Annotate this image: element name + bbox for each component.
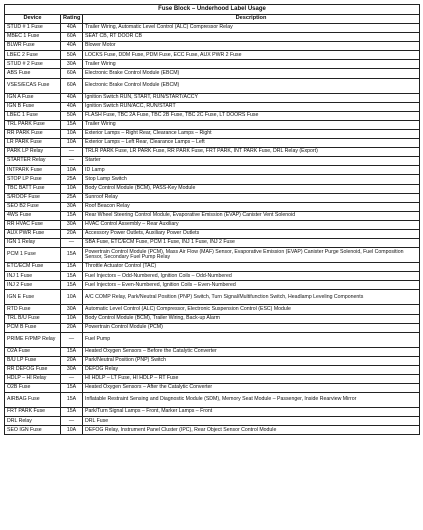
cell-description: A/C COMP Relay, Park/Neutral Position (PNP) Switch, Turn Signal/Multifunction Switch, Headlamp Leveling Components: [83, 290, 420, 305]
table-row: [5, 272, 420, 281]
cell-rating: 10A: [61, 129, 83, 138]
cell-device: STOP LP Fuse: [5, 175, 61, 184]
cell-device: SEO B2 Fuse: [5, 202, 61, 211]
table-row: [5, 157, 420, 166]
cell-device: FRT PARK Fuse: [5, 408, 61, 417]
table-row: [5, 129, 420, 138]
cell-rating: 20A: [61, 229, 83, 238]
cell-device: B/U LP Fuse: [5, 356, 61, 365]
table-row: [5, 263, 420, 272]
table-row: [5, 184, 420, 193]
table-row: [5, 426, 420, 435]
table-row: [5, 323, 420, 332]
cell-device: RR HVAC Fuse: [5, 220, 61, 229]
table-row: [5, 314, 420, 323]
cell-rating: 40A: [61, 93, 83, 102]
cell-description: Sunroof Relay: [83, 193, 420, 202]
table-row: [5, 148, 420, 157]
cell-device: RR PARK Fuse: [5, 129, 61, 138]
cell-device: VSES/ECAS Fuse: [5, 78, 61, 93]
cell-device: RR DEFOG Fuse: [5, 365, 61, 374]
cell-rating: 15A: [61, 211, 83, 220]
cell-rating: 30A: [61, 365, 83, 374]
cell-rating: 10A: [61, 314, 83, 323]
cell-rating: 40A: [61, 42, 83, 51]
table-row: [5, 24, 420, 33]
cell-rating: 60A: [61, 78, 83, 93]
cell-device: INJ 1 Fuse: [5, 272, 61, 281]
cell-rating: 30A: [61, 305, 83, 314]
cell-description: Trailer Wiring, Automatic Level Control (ALC) Compressor Relay: [83, 24, 420, 33]
table-row: [5, 347, 420, 356]
cell-description: Trailer Wiring: [83, 120, 420, 129]
cell-device: LR PARK Fuse: [5, 139, 61, 148]
cell-description: Fuel Injectors – Even-Numbered, Ignition Coils – Even-Numbered: [83, 281, 420, 290]
table-row: [5, 417, 420, 426]
cell-rating: 10A: [61, 426, 83, 435]
cell-device: TRL B/U Fuse: [5, 314, 61, 323]
table-row: [5, 175, 420, 184]
cell-description: Accessory Power Outlets, Auxiliary Power Outlets: [83, 229, 420, 238]
cell-device: RTD Fuse: [5, 305, 61, 314]
cell-description: Trailer Wiring: [83, 60, 420, 69]
cell-rating: 30A: [61, 220, 83, 229]
table-row: [5, 220, 420, 229]
cell-device: BLWR Fuse: [5, 42, 61, 51]
cell-device: O2B Fuse: [5, 384, 61, 393]
cell-rating: 10A: [61, 166, 83, 175]
cell-description: Roof Beacon Relay: [83, 202, 420, 211]
cell-device: PARK LP Relay: [5, 148, 61, 157]
table-row: [5, 393, 420, 408]
cell-rating: —: [61, 375, 83, 384]
cell-rating: 15A: [61, 408, 83, 417]
table-row: [5, 202, 420, 211]
cell-description: ID Lamp: [83, 166, 420, 175]
cell-device: PRIME F/PMP Relay: [5, 332, 61, 347]
cell-rating: 15A: [61, 281, 83, 290]
cell-description: Powertrain Control Module (PCM): [83, 323, 420, 332]
cell-rating: 30A: [61, 60, 83, 69]
cell-rating: 50A: [61, 51, 83, 60]
table-row: [5, 111, 420, 120]
table-row: [5, 42, 420, 51]
cell-device: HDLP – HI Relay: [5, 375, 61, 384]
cell-device: STUD # 2 Fuse: [5, 60, 61, 69]
cell-device: PCM 1 Fuse: [5, 248, 61, 263]
table-row: [5, 239, 420, 248]
fuse-usage-table: [4, 4, 420, 435]
cell-device: LBEC 1 Fuse: [5, 111, 61, 120]
cell-description: Throttle Actuator Control (TAC): [83, 263, 420, 272]
cell-device: TRL PARK Fuse: [5, 120, 61, 129]
table-row: [5, 166, 420, 175]
table-row: [5, 305, 420, 314]
table-row: [5, 281, 420, 290]
cell-rating: 50A: [61, 111, 83, 120]
cell-rating: 60A: [61, 33, 83, 42]
cell-rating: —: [61, 239, 83, 248]
cell-description: HI HDLP – LT Fuse, HI HDLP – RT Fuse: [83, 375, 420, 384]
cell-description: Park/Neutral Position (PNP) Switch: [83, 356, 420, 365]
cell-rating: —: [61, 157, 83, 166]
cell-rating: 15A: [61, 347, 83, 356]
cell-device: DRL Relay: [5, 417, 61, 426]
table-row: [5, 139, 420, 148]
table-row: [5, 93, 420, 102]
table-row: [5, 60, 420, 69]
cell-description: Inflatable Restraint Sensing and Diagnostic Module (SDM), Memory Seat Module – Passenger, Inside Rearview Mirror: [83, 393, 420, 408]
cell-rating: 15A: [61, 384, 83, 393]
cell-description: Heated Oxygen Sensors – After the Catalytic Converter: [83, 384, 420, 393]
table-title: Fuse Block – Underhood Label Usage: [5, 5, 420, 15]
cell-description: Exterior Lamps – Left Rear, Clearance Lamps – Left: [83, 139, 420, 148]
cell-description: Automatic Level Control (ALC) Compressor, Electronic Suspension Control (ESC) Module: [83, 305, 420, 314]
cell-rating: —: [61, 148, 83, 157]
cell-rating: 60A: [61, 69, 83, 78]
cell-rating: —: [61, 332, 83, 347]
column-header-device: Device: [5, 15, 61, 24]
table-row: [5, 120, 420, 129]
table-row: [5, 384, 420, 393]
cell-rating: 20A: [61, 356, 83, 365]
cell-description: Blower Motor: [83, 42, 420, 51]
table-row: [5, 248, 420, 263]
cell-rating: 15A: [61, 120, 83, 129]
cell-description: Ignition Switch RUN, START, RUN/START/ACCY: [83, 93, 420, 102]
cell-device: LBEC 2 Fuse: [5, 51, 61, 60]
table-row: [5, 356, 420, 365]
cell-rating: 20A: [61, 323, 83, 332]
cell-rating: 40A: [61, 102, 83, 111]
cell-rating: 25A: [61, 193, 83, 202]
column-header-rating: Rating: [61, 15, 83, 24]
cell-description: Starter: [83, 157, 420, 166]
cell-description: FLASH Fuse, TBC 2A Fuse, TBC 2B Fuse, TBC 2C Fuse, LT DOORS Fuse: [83, 111, 420, 120]
cell-rating: 10A: [61, 139, 83, 148]
table-row: [5, 33, 420, 42]
cell-device: PCM B Fuse: [5, 323, 61, 332]
table-row: [5, 51, 420, 60]
cell-description: Body Control Module (BCM), Trailer Wiring, Back-up Alarm: [83, 314, 420, 323]
table-row: [5, 69, 420, 78]
cell-rating: 10A: [61, 184, 83, 193]
cell-rating: 15A: [61, 248, 83, 263]
cell-rating: —: [61, 417, 83, 426]
cell-device: 4WS Fuse: [5, 211, 61, 220]
cell-description: DEFOG Relay, Instrument Panel Cluster (IPC), Rear Object Sensor Control Module: [83, 426, 420, 435]
cell-device: STUD # 1 Fuse: [5, 24, 61, 33]
cell-description: DEFOG Relay: [83, 365, 420, 374]
table-body: [5, 24, 420, 435]
cell-device: O2A Fuse: [5, 347, 61, 356]
cell-description: Electronic Brake Control Module (EBCM): [83, 78, 420, 93]
cell-device: IGN B Fuse: [5, 102, 61, 111]
cell-description: DRL Fuse: [83, 417, 420, 426]
table-row: [5, 78, 420, 93]
cell-device: SEO IGN Fuse: [5, 426, 61, 435]
table-row: [5, 193, 420, 202]
table-row: [5, 408, 420, 417]
cell-rating: 10A: [61, 290, 83, 305]
cell-description: Body Control Module (BCM), PASS-Key Module: [83, 184, 420, 193]
cell-description: HVAC Control Assembly – Rear Auxiliary: [83, 220, 420, 229]
table-row: [5, 229, 420, 238]
table-row: [5, 365, 420, 374]
cell-rating: 25A: [61, 175, 83, 184]
cell-description: SEAT CB, RT DOOR CB: [83, 33, 420, 42]
table-row: [5, 290, 420, 305]
cell-device: IGN 1 Relay: [5, 239, 61, 248]
cell-rating: 15A: [61, 393, 83, 408]
cell-device: AUX PWR Fuse: [5, 229, 61, 238]
cell-device: S/ROOF Fuse: [5, 193, 61, 202]
cell-description: Park/Turn Signal Lamps – Front, Marker Lamps – Front: [83, 408, 420, 417]
cell-description: Stop Lamp Switch: [83, 175, 420, 184]
cell-description: Rear Wheel Steering Control Module, Evaporative Emission (EVAP) Canister Vent Solenoid: [83, 211, 420, 220]
cell-device: AIRBAG Fuse: [5, 393, 61, 408]
cell-rating: 30A: [61, 202, 83, 211]
cell-description: TRLR PARK Fuse, LR PARK Fuse, RR PARK Fuse, FRT PARK, INT PARK Fuse, DRL Relay (Export): [83, 148, 420, 157]
cell-device: MBEC 1 Fuse: [5, 33, 61, 42]
cell-device: ABS Fuse: [5, 69, 61, 78]
table-row: [5, 211, 420, 220]
table-row: [5, 375, 420, 384]
cell-rating: 15A: [61, 272, 83, 281]
column-header-description: Description: [83, 15, 420, 24]
fuse-usage-sheet: [4, 4, 419, 435]
table-row: [5, 102, 420, 111]
cell-description: LOCKS Fuse, DDM Fuse, PDM Fuse, ECC Fuse, AUX PWR 2 Fuse: [83, 51, 420, 60]
cell-description: SBA Fuse, ETC/ECM Fuse, PCM 1 Fuse, INJ 1 Fuse, INJ 2 Fuse: [83, 239, 420, 248]
cell-device: IGN A Fuse: [5, 93, 61, 102]
cell-description: Fuel Injectors – Odd-Numbered, Ignition Coils – Odd-Numbered: [83, 272, 420, 281]
cell-description: Heated Oxygen Sensors – Before the Catalytic Converter: [83, 347, 420, 356]
cell-rating: 15A: [61, 263, 83, 272]
cell-device: TBC BATT Fuse: [5, 184, 61, 193]
cell-description: Ignition Switch RUN/ACC, RUN/START: [83, 102, 420, 111]
cell-device: INJ 2 Fuse: [5, 281, 61, 290]
cell-description: Powertrain Control Module (PCM), Mass Air Flow (MAF) Sensor, Evaporative Emission (EVAP) Canister Purge Solenoid, Fuel Composition Sensor, Secondary Fuel Pump Relay: [83, 248, 420, 263]
table-row: [5, 332, 420, 347]
cell-device: INTPARK Fuse: [5, 166, 61, 175]
cell-description: Electronic Brake Control Module (EBCM): [83, 69, 420, 78]
cell-device: STARTER Relay: [5, 157, 61, 166]
cell-device: IGN E Fuse: [5, 290, 61, 305]
cell-rating: 40A: [61, 24, 83, 33]
cell-device: ETC/ECM Fuse: [5, 263, 61, 272]
cell-description: Exterior Lamps – Right Rear, Clearance Lamps – Right: [83, 129, 420, 138]
cell-description: Fuel Pump: [83, 332, 420, 347]
